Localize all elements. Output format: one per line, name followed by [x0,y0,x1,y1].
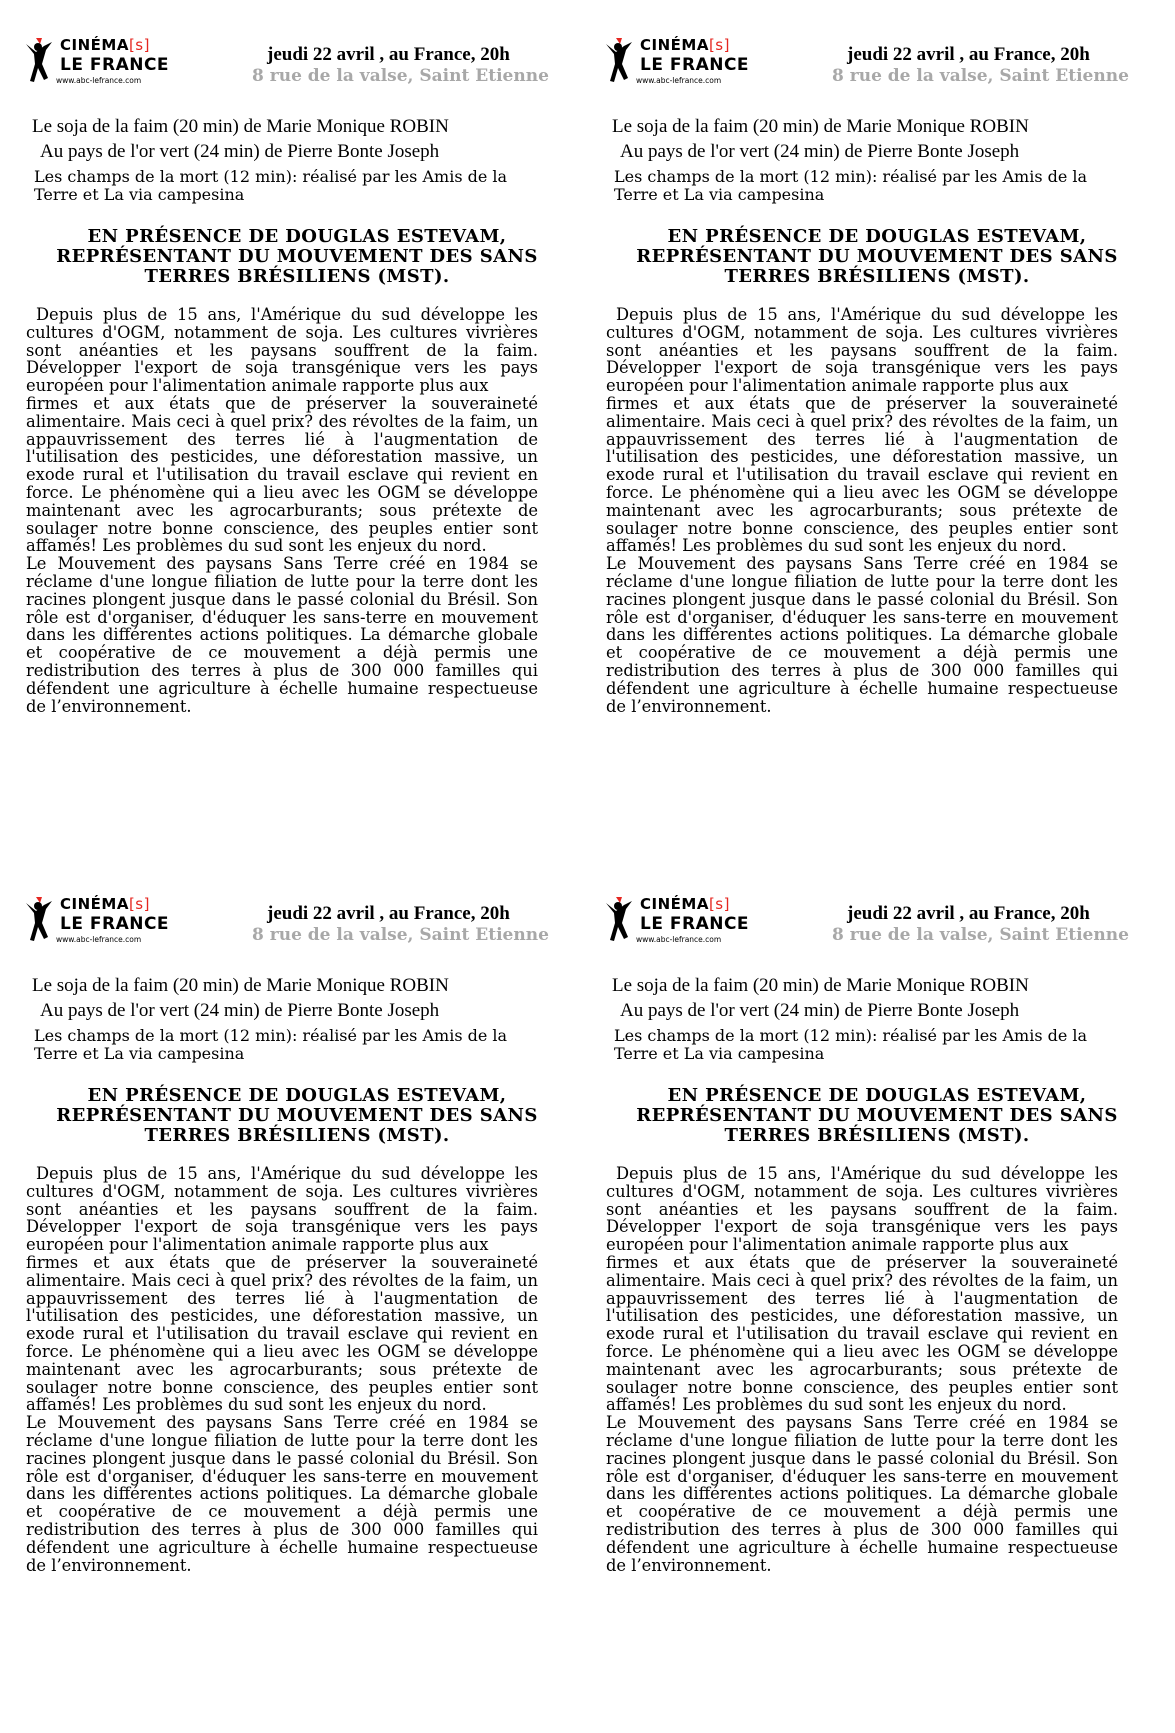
cinema-logo [22,34,170,106]
logo-url: www.abc-lefrance.com [636,935,722,944]
event-date: jeudi 22 avril , au France, 20h [267,44,510,65]
film-title-1: Le soja de la faim (20 min) de Marie Monique ROBIN [612,975,1029,996]
event-address: 8 rue de la valse, Saint Etienne [832,66,1129,86]
body-text [26,1165,538,1574]
presence-heading: EN PRÉSENCE DE DOUGLAS ESTEVAM, REPRÉSENTANT DU MOUVEMENT DES SANS TERRES BRÉSILIENS (MST). [636,226,1118,287]
cinema-logo [602,893,750,965]
event-address: 8 rue de la valse, Saint Etienne [832,925,1129,945]
film-title-3: Les champs de la mort (12 min): réalisé par les Amis de la Terre et La via campesina [614,1026,1088,1063]
logo-name: LE FRANCE [640,914,750,934]
flyer-top-left [22,34,582,874]
event-address: 8 rue de la valse, Saint Etienne [252,925,549,945]
figure-icon [602,34,638,94]
film-title-2: Au pays de l'or vert (24 min) de Pierre Bonte Joseph [40,141,440,162]
logo-name: LE FRANCE [640,55,750,75]
event-date: jeudi 22 avril , au France, 20h [267,903,510,924]
paragraph-1: Depuis plus de 15 ans, l'Amérique du sud développe les cultures d'OGM, notamment de soja. Les cultures vivrières sont anéanties et les paysans souffrent de la faim. Développer l'export de soja transgénique vers les pays européen pour l'alimentation animale rapporte plus aux [26,1164,538,1255]
film-title-3: Les champs de la mort (12 min): réalisé par les Amis de la Terre et La via campesina [34,1026,508,1063]
paragraph-3: Le Mouvement des paysans Sans Terre créé en 1984 se réclame d'une longue filiation de lutte pour la terre dont les racines plongent jusque dans le passé colonial du Brésil. Son rôle est d'organiser, d'éduquer les sans-terre en mouvement dans les différentes actions politiques. La démarche globale et coopérative de ce mouvement a déjà permis une redistribution des terres à plus de 300 000 familles qui défendent une agriculture à échelle humaine respectueuse de l’environnement. [606,554,1118,716]
logo-cinema-text: CINÉMA[s] [640,36,730,54]
flyer-top-right [602,34,1162,874]
film-title-3: Les champs de la mort (12 min): réalisé par les Amis de la Terre et La via campesina [614,167,1088,204]
logo-url: www.abc-lefrance.com [56,935,142,944]
presence-heading: EN PRÉSENCE DE DOUGLAS ESTEVAM, REPRÉSENTANT DU MOUVEMENT DES SANS TERRES BRÉSILIENS (MST). [56,1085,538,1146]
paragraph-2: firmes et aux états que de préserver la souveraineté alimentaire. Mais ceci à quel prix? des révoltes de la faim, un appauvrissement des terres lié à l'augmentation de l'utilisation des pesticides, une déforestation massive, un exode rural et l'utilisation du travail esclave qui revient en force. Le phénomène qui a lieu avec les OGM se développe maintenant avec les agrocarburants; sous prétexte de soulager notre bonne conscience, des peuples entier sont affamés! Les problèmes du sud sont les enjeux du nord. [26,393,538,556]
logo-cinema-text: CINÉMA[s] [640,895,730,913]
film-title-2: Au pays de l'or vert (24 min) de Pierre Bonte Joseph [620,1000,1020,1021]
event-address: 8 rue de la valse, Saint Etienne [252,66,549,86]
figure-icon [22,893,58,953]
logo-cinema-text: CINÉMA[s] [60,36,150,54]
film-title-2: Au pays de l'or vert (24 min) de Pierre Bonte Joseph [620,141,1020,162]
logo-name: LE FRANCE [60,55,170,75]
cinema-logo [602,34,750,106]
body-text [606,1165,1118,1574]
paragraph-1: Depuis plus de 15 ans, l'Amérique du sud développe les cultures d'OGM, notamment de soja. Les cultures vivrières sont anéanties et les paysans souffrent de la faim. Développer l'export de soja transgénique vers les pays européen pour l'alimentation animale rapporte plus aux [606,305,1118,396]
film-title-1: Le soja de la faim (20 min) de Marie Monique ROBIN [612,116,1029,137]
flyer-bottom-left [22,893,582,1733]
film-title-1: Le soja de la faim (20 min) de Marie Monique ROBIN [32,116,449,137]
film-title-3: Les champs de la mort (12 min): réalisé par les Amis de la Terre et La via campesina [34,167,508,204]
logo-name: LE FRANCE [60,914,170,934]
paragraph-1: Depuis plus de 15 ans, l'Amérique du sud développe les cultures d'OGM, notamment de soja. Les cultures vivrières sont anéanties et les paysans souffrent de la faim. Développer l'export de soja transgénique vers les pays européen pour l'alimentation animale rapporte plus aux [26,305,538,396]
paragraph-3: Le Mouvement des paysans Sans Terre créé en 1984 se réclame d'une longue filiation de lutte pour la terre dont les racines plongent jusque dans le passé colonial du Brésil. Son rôle est d'organiser, d'éduquer les sans-terre en mouvement dans les différentes actions politiques. La démarche globale et coopérative de ce mouvement a déjà permis une redistribution des terres à plus de 300 000 familles qui défendent une agriculture à échelle humaine respectueuse de l’environnement. [606,1413,1118,1575]
figure-icon [22,34,58,94]
logo-url: www.abc-lefrance.com [56,76,142,85]
event-date: jeudi 22 avril , au France, 20h [847,903,1090,924]
body-text [26,306,538,715]
paragraph-2: firmes et aux états que de préserver la souveraineté alimentaire. Mais ceci à quel prix? des révoltes de la faim, un appauvrissement des terres lié à l'augmentation de l'utilisation des pesticides, une déforestation massive, un exode rural et l'utilisation du travail esclave qui revient en force. Le phénomène qui a lieu avec les OGM se développe maintenant avec les agrocarburants; sous prétexte de soulager notre bonne conscience, des peuples entier sont affamés! Les problèmes du sud sont les enjeux du nord. [606,393,1118,556]
body-text [606,306,1118,715]
paragraph-2: firmes et aux états que de préserver la souveraineté alimentaire. Mais ceci à quel prix? des révoltes de la faim, un appauvrissement des terres lié à l'augmentation de l'utilisation des pesticides, une déforestation massive, un exode rural et l'utilisation du travail esclave qui revient en force. Le phénomène qui a lieu avec les OGM se développe maintenant avec les agrocarburants; sous prétexte de soulager notre bonne conscience, des peuples entier sont affamés! Les problèmes du sud sont les enjeux du nord. [606,1252,1118,1415]
logo-cinema-text: CINÉMA[s] [60,895,150,913]
paragraph-1: Depuis plus de 15 ans, l'Amérique du sud développe les cultures d'OGM, notamment de soja. Les cultures vivrières sont anéanties et les paysans souffrent de la faim. Développer l'export de soja transgénique vers les pays européen pour l'alimentation animale rapporte plus aux [606,1164,1118,1255]
logo-url: www.abc-lefrance.com [636,76,722,85]
film-title-1: Le soja de la faim (20 min) de Marie Monique ROBIN [32,975,449,996]
paragraph-3: Le Mouvement des paysans Sans Terre créé en 1984 se réclame d'une longue filiation de lutte pour la terre dont les racines plongent jusque dans le passé colonial du Brésil. Son rôle est d'organiser, d'éduquer les sans-terre en mouvement dans les différentes actions politiques. La démarche globale et coopérative de ce mouvement a déjà permis une redistribution des terres à plus de 300 000 familles qui défendent une agriculture à échelle humaine respectueuse de l’environnement. [26,554,538,716]
paragraph-2: firmes et aux états que de préserver la souveraineté alimentaire. Mais ceci à quel prix? des révoltes de la faim, un appauvrissement des terres lié à l'augmentation de l'utilisation des pesticides, une déforestation massive, un exode rural et l'utilisation du travail esclave qui revient en force. Le phénomène qui a lieu avec les OGM se développe maintenant avec les agrocarburants; sous prétexte de soulager notre bonne conscience, des peuples entier sont affamés! Les problèmes du sud sont les enjeux du nord. [26,1252,538,1415]
paragraph-3: Le Mouvement des paysans Sans Terre créé en 1984 se réclame d'une longue filiation de lutte pour la terre dont les racines plongent jusque dans le passé colonial du Brésil. Son rôle est d'organiser, d'éduquer les sans-terre en mouvement dans les différentes actions politiques. La démarche globale et coopérative de ce mouvement a déjà permis une redistribution des terres à plus de 300 000 familles qui défendent une agriculture à échelle humaine respectueuse de l’environnement. [26,1413,538,1575]
event-date: jeudi 22 avril , au France, 20h [847,44,1090,65]
presence-heading: EN PRÉSENCE DE DOUGLAS ESTEVAM, REPRÉSENTANT DU MOUVEMENT DES SANS TERRES BRÉSILIENS (MST). [636,1085,1118,1146]
presence-heading: EN PRÉSENCE DE DOUGLAS ESTEVAM, REPRÉSENTANT DU MOUVEMENT DES SANS TERRES BRÉSILIENS (MST). [56,226,538,287]
flyer-bottom-right [602,893,1162,1733]
figure-icon [602,893,638,953]
cinema-logo [22,893,170,965]
film-title-2: Au pays de l'or vert (24 min) de Pierre Bonte Joseph [40,1000,440,1021]
